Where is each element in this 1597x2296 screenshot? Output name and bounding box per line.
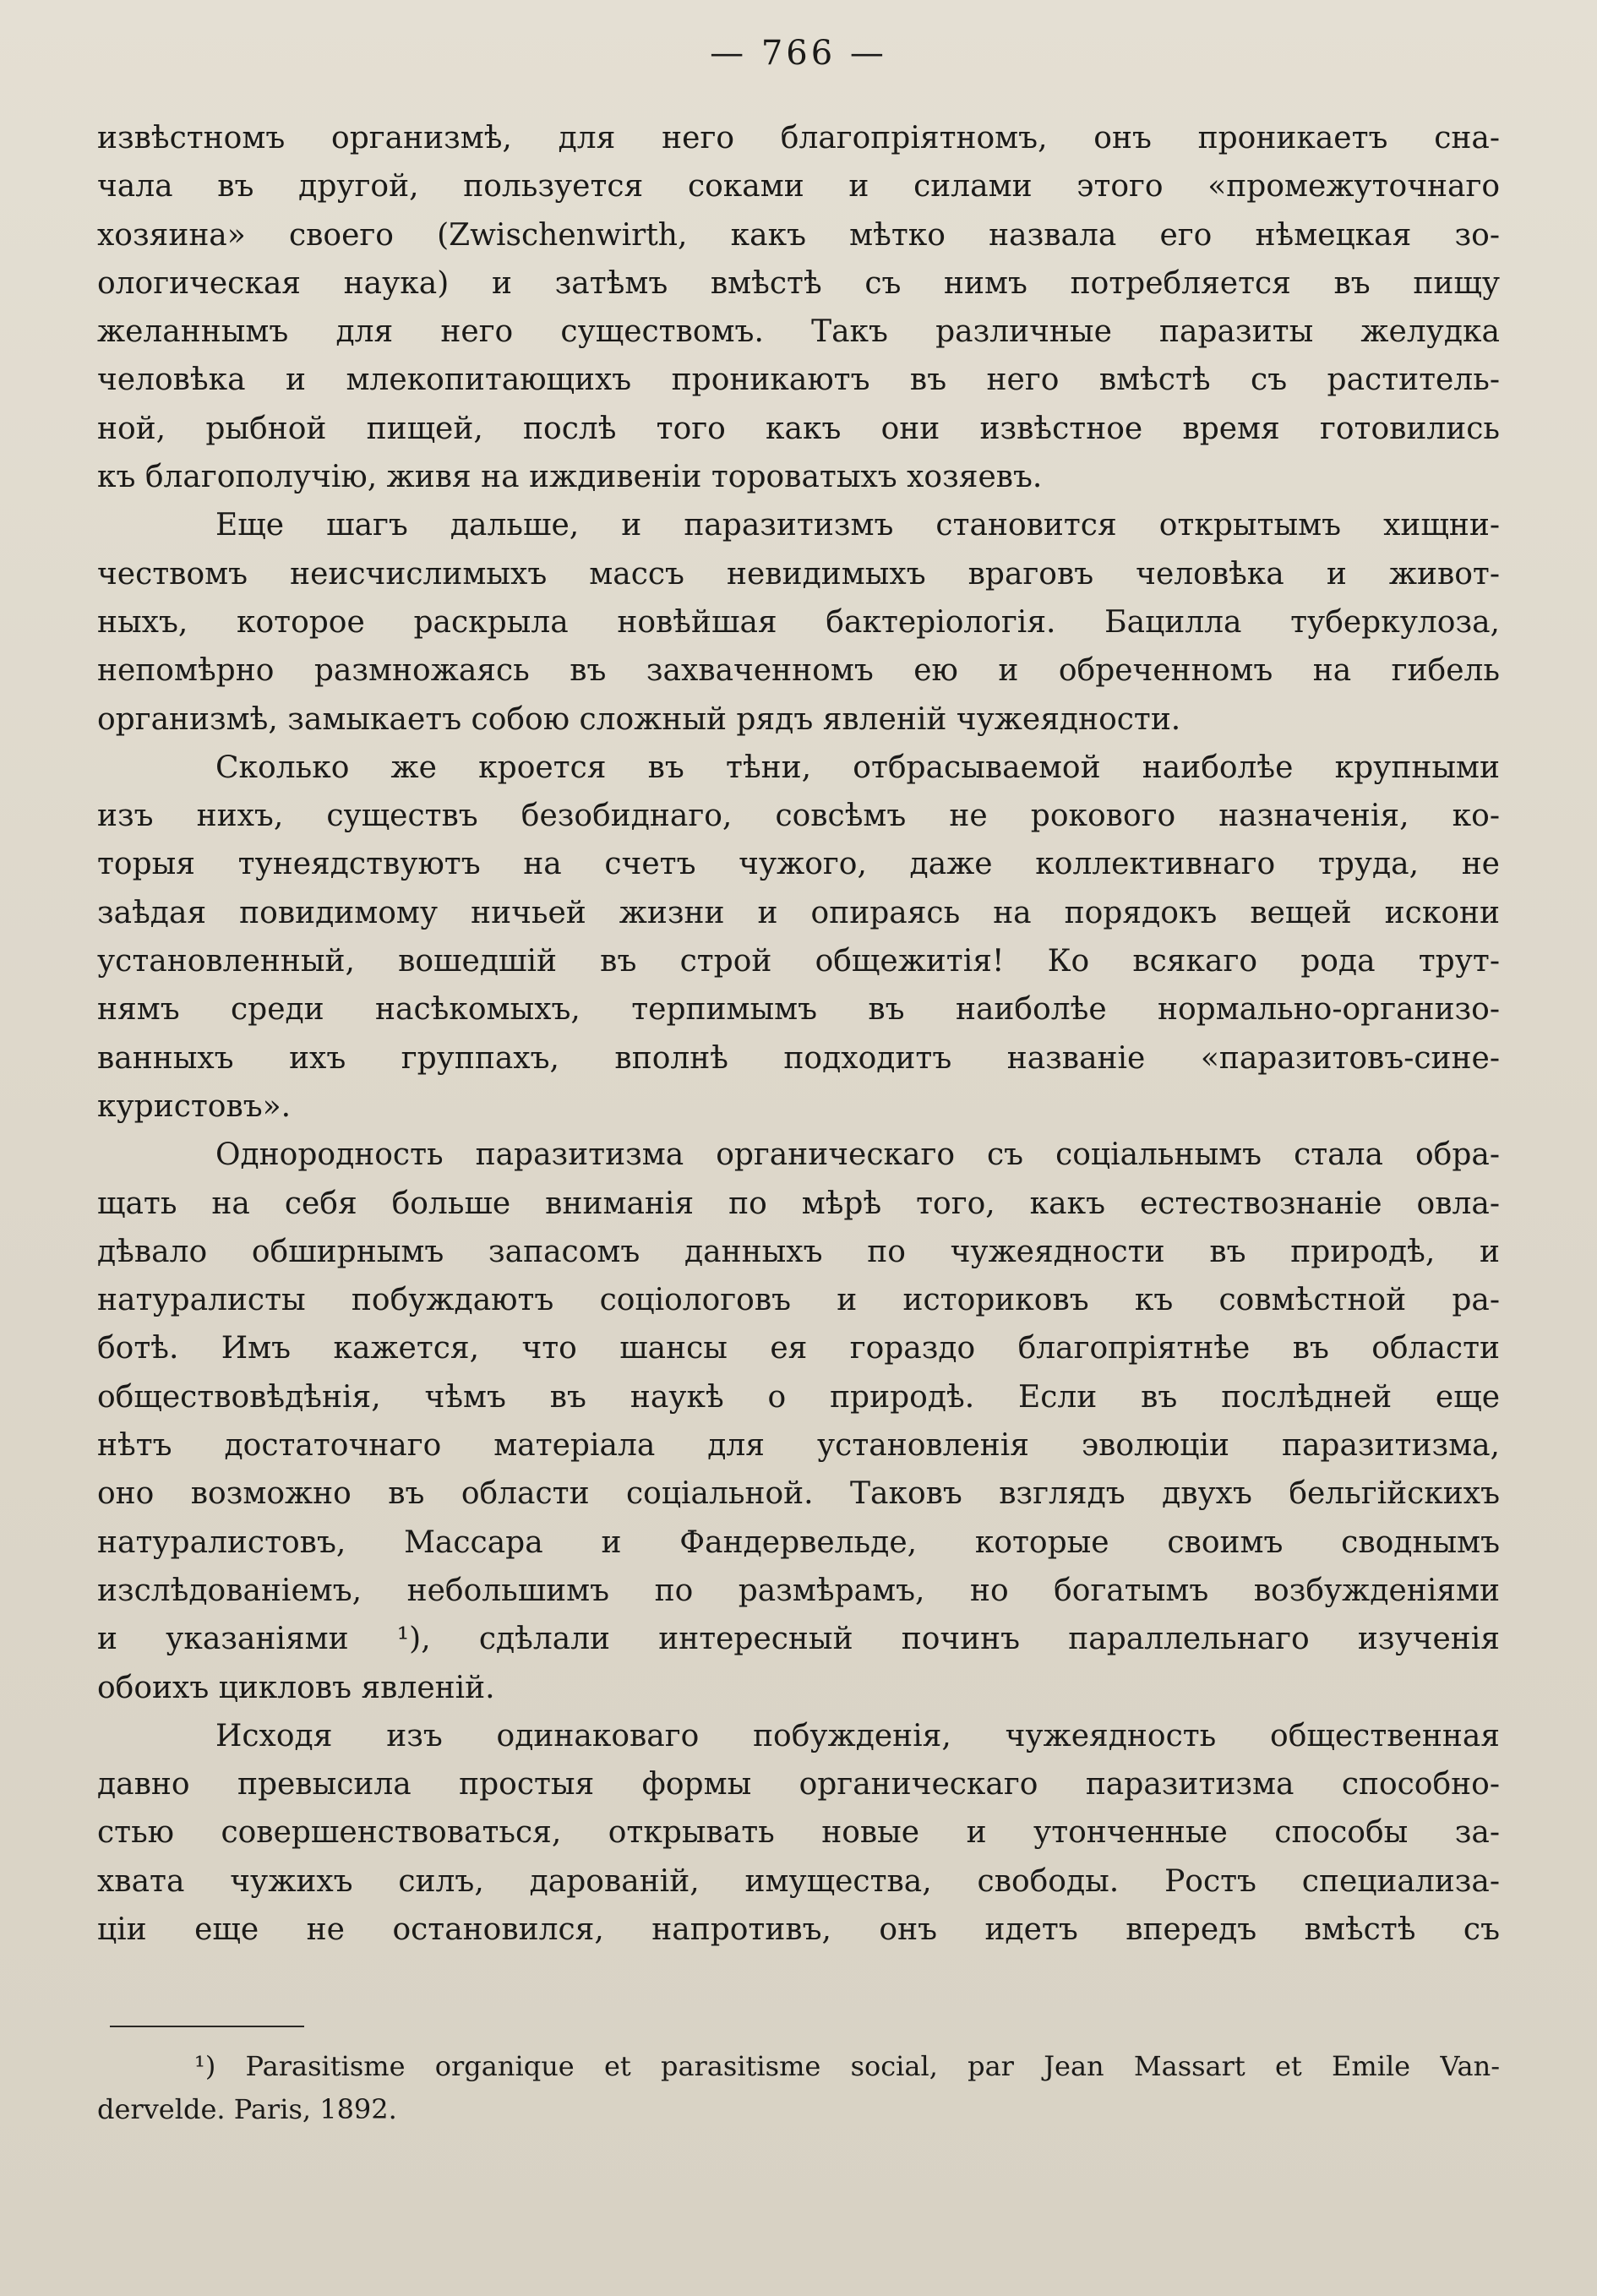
text-line: ботѣ. Имъ кажется, что шансы ея гораздо благопріятнѣе въ области — [97, 1331, 1500, 1366]
text-line: стью совершенствоваться, открывать новые и утонченные способы за- — [97, 1815, 1500, 1851]
paragraph-first-line: Сколько же кроется въ тѣни, отбрасываемой наиболѣе крупными — [215, 750, 1500, 785]
text-line: ной, рыбной пищей, послѣ того какъ они извѣстное время готовились — [97, 411, 1500, 446]
text-line: ологическая наука) и затѣмъ вмѣстѣ съ нимъ потребляется въ пищу — [97, 265, 1500, 301]
text-line: ванныхъ ихъ группахъ, вполнѣ подходитъ названіе «паразитовъ-сине- — [97, 1040, 1500, 1076]
footnote-line: dervelde. Paris, 1892. — [97, 2093, 397, 2125]
text-line: человѣка и млекопитающихъ проникаютъ въ него вмѣстѣ съ раститель- — [97, 363, 1500, 398]
text-line: обоихъ цикловъ явленій. — [97, 1670, 495, 1705]
text-line: изъ нихъ, существъ безобиднаго, совсѣмъ не рокового назначенія, ко- — [97, 799, 1500, 834]
text-line: давно превысила простыя формы органическаго паразитизма способно- — [97, 1767, 1500, 1802]
paragraph-first-line: Еще шагъ дальше, и паразитизмъ становится открытымъ хищни- — [215, 508, 1500, 543]
text-line: желаннымъ для него существомъ. Такъ различные паразиты желудка — [97, 314, 1500, 350]
text-line: оно возможно въ области соціальной. Таковъ взглядъ двухъ бельгійскихъ — [97, 1476, 1500, 1512]
footnote-line: ¹) Parasitisme organique et parasitisme social, par Jean Massart et Emile Van- — [194, 2050, 1500, 2082]
text-line: натуралисты побуждаютъ соціологовъ и историковъ къ совмѣстной ра- — [97, 1283, 1500, 1318]
text-line: хозяина» своего (Zwischenwirth, какъ мѣтко назвала его нѣмецкая зо- — [97, 217, 1500, 253]
text-line: нямъ среди насѣкомыхъ, терпимымъ въ наиболѣе нормально-организо- — [97, 992, 1500, 1028]
text-line: непомѣрно размножаясь въ захваченномъ ею и обреченномъ на гибель — [97, 653, 1500, 689]
text-line: щать на себя больше вниманія по мѣрѣ того, какъ естествознаніе овла- — [97, 1186, 1500, 1221]
text-line: и указаніями ¹), сдѣлали интересный починъ параллельнаго изученія — [97, 1622, 1500, 1657]
text-line: чала въ другой, пользуется соками и силами этого «промежуточнаго — [97, 169, 1500, 205]
text-line: ныхъ, которое раскрыла новѣйшая бактеріологія. Бацилла туберкулоза, — [97, 604, 1500, 640]
text-line: изслѣдованіемъ, небольшимъ по размѣрамъ, но богатымъ возбужденіями — [97, 1573, 1500, 1608]
text-line: нѣтъ достаточнаго матеріала для установленія эволюціи паразитизма, — [97, 1428, 1500, 1464]
text-line: натуралистовъ, Массара и Фандервельде, которые своимъ своднымъ — [97, 1524, 1500, 1560]
text-line: дѣвало обширнымъ запасомъ данныхъ по чужеядности въ природѣ, и — [97, 1234, 1500, 1269]
text-line: организмѣ, замыкаетъ собою сложный рядъ явленій чужеядности. — [97, 701, 1181, 737]
text-line: установленный, вошедшій въ строй общежитія! Ко всякаго рода трут- — [97, 944, 1500, 979]
page-number: — 766 — — [710, 34, 887, 73]
paragraph-first-line: Исходя изъ одинаковаго побужденія, чужеядность общественная — [215, 1718, 1500, 1753]
text-line: къ благополучію, живя на иждивеніи тороватыхъ хозяевъ. — [97, 460, 1043, 495]
footnote — [97, 2045, 1500, 2131]
text-line: ціи еще не остановился, напротивъ, онъ идетъ впередъ вмѣстѣ съ — [97, 1912, 1500, 1947]
text-line: торыя тунеядствуютъ на счетъ чужого, даже коллективнаго труда, не — [97, 847, 1500, 882]
text-line: хвата чужихъ силъ, дарованій, имущества, свободы. Ростъ специализа- — [97, 1863, 1500, 1899]
text-line: чествомъ неисчислимыхъ массъ невидимыхъ враговъ человѣка и живот- — [97, 556, 1500, 592]
text-line: извѣстномъ организмѣ, для него благопріятномъ, онъ проникаетъ сна- — [97, 121, 1500, 155]
text-line: куристовъ». — [97, 1088, 292, 1124]
paragraph-first-line: Однородность паразитизма органическаго съ соціальнымъ стала обра- — [215, 1137, 1500, 1173]
text-line: обществовѣдѣнія, чѣмъ въ наукѣ о природѣ. Если въ послѣдней еще — [97, 1379, 1500, 1415]
text-line: заѣдая повидимому ничьей жизни и опираясь на порядокъ вещей искони — [97, 895, 1500, 930]
footnote-divider — [110, 2026, 304, 2027]
body-text — [97, 114, 1500, 1954]
